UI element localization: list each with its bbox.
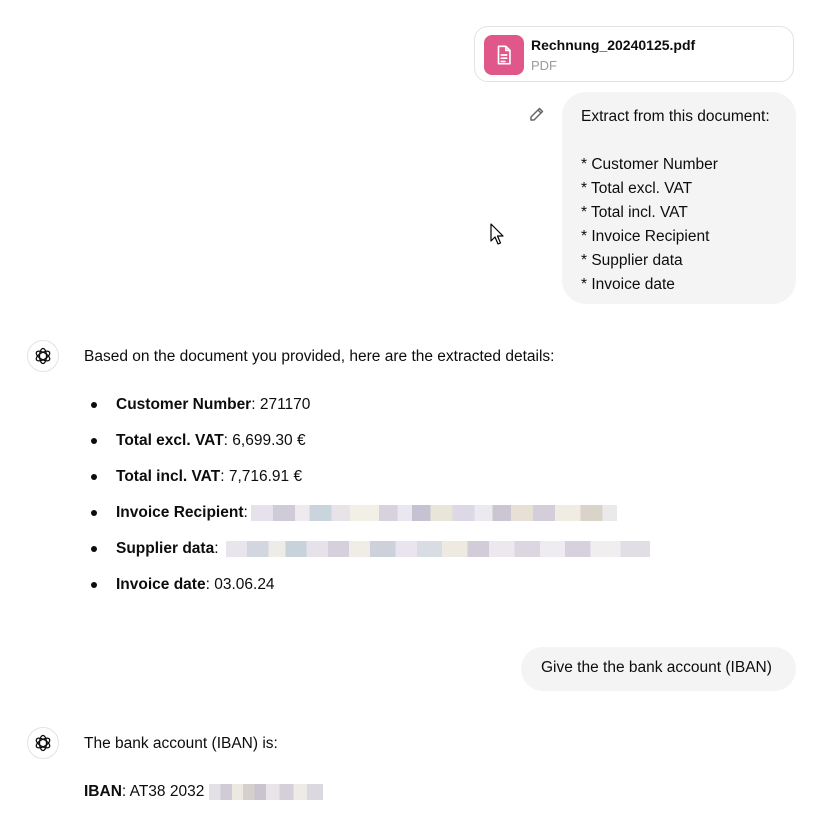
list-item [91, 539, 650, 575]
attachment-file-name: Rechnung_20240125.pdf [531, 37, 696, 53]
iban-label: IBAN [84, 783, 122, 800]
iban-value: AT38 2032 [129, 783, 205, 800]
list-item [91, 503, 650, 539]
attachment-card[interactable] [474, 26, 794, 82]
detail-value: 271170 [259, 396, 311, 413]
message-line: * Invoice Recipient [581, 228, 710, 245]
detail-label: Total excl. VAT [116, 432, 224, 449]
iban-separator: : [121, 783, 130, 800]
detail-separator: : [223, 432, 233, 449]
user-message-bubble [521, 647, 796, 691]
message-line [581, 129, 776, 153]
bullet-icon [91, 474, 97, 480]
assistant-avatar [27, 340, 59, 372]
detail-separator: : [251, 396, 260, 413]
redacted-value [251, 505, 617, 521]
openai-logo-icon [33, 733, 53, 753]
list-item [91, 395, 650, 431]
list-item [91, 431, 650, 467]
detail-value: 03.06.24 [214, 576, 275, 593]
openai-logo-icon [33, 346, 53, 366]
assistant-response-intro: Based on the document you provided, here are the extracted details: [84, 348, 555, 365]
message-line: * Total excl. VAT [581, 180, 693, 197]
detail-label: Total incl. VAT [116, 468, 221, 485]
mouse-cursor-icon [490, 223, 504, 245]
bullet-icon [91, 438, 97, 444]
bullet-icon [91, 546, 97, 552]
edit-message-icon[interactable] [527, 104, 547, 124]
extracted-details-list [91, 395, 650, 611]
bullet-icon [91, 510, 97, 516]
list-item [91, 467, 650, 503]
message-text: Give the the bank account (IBAN) [541, 659, 772, 676]
detail-label: Invoice Recipient [116, 504, 244, 521]
detail-value: 7,716.91 € [228, 468, 303, 485]
detail-separator: : [243, 504, 248, 521]
message-line: * Supplier data [581, 252, 683, 269]
assistant-avatar [27, 727, 59, 759]
redacted-value [209, 784, 323, 800]
assistant-response-intro: The bank account (IBAN) is: [84, 735, 278, 752]
user-message-bubble [562, 92, 796, 304]
redacted-value [226, 541, 650, 557]
message-line: Extract from this document: [581, 108, 770, 125]
iban-line [84, 783, 323, 801]
document-icon [484, 35, 524, 75]
message-line: * Customer Number [581, 156, 718, 173]
bullet-icon [91, 582, 97, 588]
detail-label: Supplier data [116, 540, 215, 557]
message-line: * Total incl. VAT [581, 204, 688, 221]
attachment-file-type: PDF [531, 58, 557, 73]
detail-separator: : [220, 468, 229, 485]
detail-label: Customer Number [116, 396, 252, 413]
detail-value: 6,699.30 € [232, 432, 306, 449]
message-line: * Invoice date [581, 276, 675, 293]
detail-separator: : [214, 540, 223, 557]
detail-label: Invoice date [116, 576, 206, 593]
bullet-icon [91, 402, 97, 408]
list-item [91, 575, 650, 611]
detail-separator: : [205, 576, 215, 593]
